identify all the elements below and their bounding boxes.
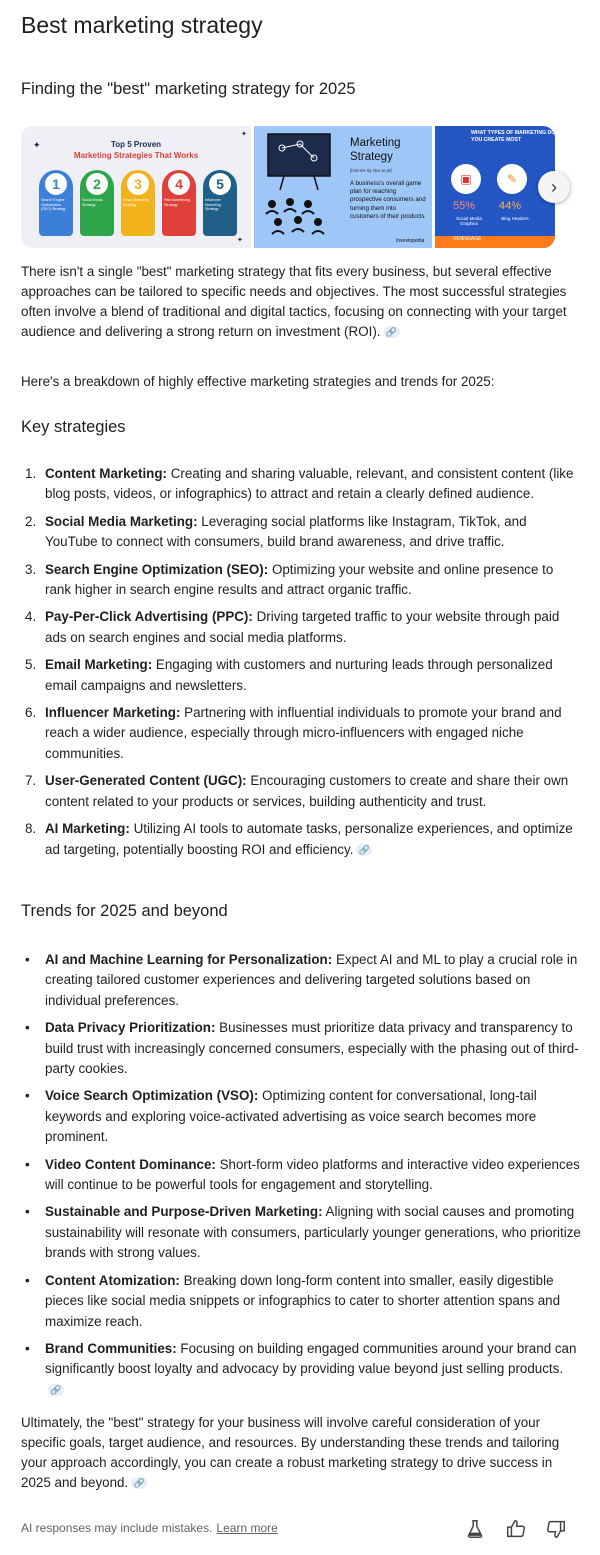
item-title: Influencer Marketing: xyxy=(45,705,181,721)
item-title: Social Media Marketing: xyxy=(45,513,198,529)
list-number: 8. xyxy=(25,821,37,837)
list-item xyxy=(21,771,581,812)
list-item xyxy=(21,464,581,505)
strategy-step xyxy=(80,170,114,236)
item-text: Optimizing content for conversational, long-tail keywords and exploring voice-activated advertising as voice search becomes more prominent. xyxy=(45,1088,537,1145)
list-number: 4. xyxy=(25,609,37,625)
bullet-icon: • xyxy=(25,952,30,967)
list-item xyxy=(21,1202,581,1263)
step-label: Influencer Marketing Strategy xyxy=(205,198,221,212)
key-strategies-list xyxy=(21,464,581,867)
item-text: Aligning with social causes and promoting sustainability will resonate with consumers, particularly younger generations, who prioritize brands with strong values. xyxy=(45,1204,581,1261)
card2-title: Marketing Strategy xyxy=(350,137,401,163)
list-item xyxy=(21,560,581,601)
sparkle-icon: ✦ xyxy=(237,237,243,244)
item-title: User-Generated Content (UGC): xyxy=(45,773,247,789)
link-icon[interactable]: 🔗 xyxy=(356,844,372,856)
strategy-step xyxy=(162,170,196,236)
list-item xyxy=(21,819,581,860)
carousel-image-top5-strategies[interactable] xyxy=(21,126,251,248)
bullet-icon: • xyxy=(25,1204,30,1220)
bullet-icon: • xyxy=(25,1340,30,1356)
list-item xyxy=(21,512,581,553)
step-number: 2 xyxy=(86,173,108,195)
carousel-image-venngage[interactable] xyxy=(435,126,555,248)
strategy-step xyxy=(203,170,237,236)
link-icon[interactable]: 🔗 xyxy=(131,1477,147,1489)
card3-header: WHAT TYPES OF MARKETING DO YOU CREATE MOST xyxy=(471,130,555,143)
item-title: Brand Communities: xyxy=(45,1340,177,1356)
item-text: Encouraging customers to create and share their own content related to your products or services, building authenticity and trust. xyxy=(45,773,569,809)
item-title: Email Marketing: xyxy=(45,657,153,673)
whiteboard-illustration xyxy=(254,126,346,248)
item-title: AI Marketing: xyxy=(45,821,130,837)
carousel-image-investopedia[interactable] xyxy=(254,126,432,248)
item-title: Search Engine Optimization (SEO): xyxy=(45,561,269,577)
chevron-right-icon: › xyxy=(551,176,557,197)
sparkle-icon: ✦ xyxy=(33,140,41,150)
card3-brand: VENNGAGE xyxy=(453,236,482,242)
item-text: Utilizing AI tools to automate tasks, personalize experiences, and optimize ad targeting, potentially boosting ROI and efficiency. xyxy=(45,821,573,857)
list-item xyxy=(21,1155,581,1196)
item-text: Businesses must prioritize data privacy and transparency to build trust with increasingly concerned consumers, especially with the phasing out of third-party cookies. xyxy=(45,1020,579,1077)
list-number: 5. xyxy=(25,657,37,673)
step-label: Search Engine Optimization (SEO) Strategy xyxy=(41,198,66,212)
card1-title-line1: Top 5 Proven xyxy=(110,140,162,149)
list-item xyxy=(21,950,581,1011)
thumbs-down-icon[interactable] xyxy=(545,1518,567,1540)
conclusion-text: Ultimately, the "best" strategy for your business will involve careful consideration of your specific goals, target audience, and resources. By understanding these trends and tailoring your approach accordingly, you can create a robust marketing strategy to drive success in 2025 and beyond. xyxy=(21,1415,560,1490)
graphics-badge-icon: ▣ xyxy=(451,164,481,194)
list-number: 7. xyxy=(25,773,37,789)
list-item xyxy=(21,1339,581,1400)
learn-more-link[interactable]: Learn more xyxy=(216,1521,278,1535)
item-title: Video Content Dominance: xyxy=(45,1156,216,1172)
item-text: Breaking down long-form content into smaller, easily digestible pieces like social media snippets or infographics to cater to shorter attention spans and maximize reach. xyxy=(45,1272,561,1329)
overview-subtitle: Finding the "best" marketing strategy for 2025 xyxy=(21,80,356,98)
bullet-icon: • xyxy=(25,1020,30,1036)
step-label: Social Media Strategy xyxy=(82,198,103,207)
item-text: Expect AI and ML to play a crucial role in creating tailored customer experiences and delivering targeted solutions based on individual preferences. xyxy=(45,952,578,1008)
list-item xyxy=(21,1018,581,1079)
step-number: 5 xyxy=(209,173,231,195)
image-carousel xyxy=(21,126,571,248)
bullet-icon: • xyxy=(25,1088,30,1104)
step-number: 4 xyxy=(168,173,190,195)
blog-badge-icon: ✎ xyxy=(497,164,527,194)
item-title: Data Privacy Prioritization: xyxy=(45,1020,216,1036)
link-icon[interactable]: 🔗 xyxy=(48,1384,64,1396)
item-title: Content Marketing: xyxy=(45,466,167,481)
footer-disclaimer xyxy=(21,1521,278,1535)
item-text: Engaging with customers and nurturing leads through personalized email campaigns and newsletters. xyxy=(45,657,553,693)
intro2-paragraph: Here's a breakdown of highly effective marketing strategies and trends for 2025: xyxy=(21,374,495,389)
intro-paragraph xyxy=(21,262,576,342)
card2-brand: Investopedia xyxy=(396,238,425,244)
conclusion-paragraph xyxy=(21,1413,576,1493)
flask-icon[interactable] xyxy=(464,1518,486,1540)
link-icon[interactable]: 🔗 xyxy=(384,326,400,338)
strategy-step xyxy=(39,170,73,236)
list-item xyxy=(21,607,581,648)
card3-stat2: 44% xyxy=(499,200,522,212)
page-title: Best marketing strategy xyxy=(21,12,263,38)
item-title: Voice Search Optimization (VSO): xyxy=(45,1088,259,1104)
list-number: 6. xyxy=(25,705,37,721)
item-text: Leveraging social platforms like Instagram, TikTok, and YouTube to connect with consumers, build brand awareness, and drive traffic. xyxy=(45,513,527,550)
sparkle-icon: ✦ xyxy=(241,131,247,138)
strategy-step xyxy=(121,170,155,236)
list-number: 1. xyxy=(25,466,37,481)
item-title: Pay-Per-Click Advertising (PPC): xyxy=(45,609,253,625)
card2-phonetic: [mär-ke-tiŋ stra-te-jē] xyxy=(350,168,392,173)
item-title: AI and Machine Learning for Personalization: xyxy=(45,952,333,967)
bullet-icon: • xyxy=(25,1156,30,1172)
carousel-next-button[interactable] xyxy=(538,171,570,203)
item-text: Focusing on building engaged communities around your brand can significantly boost loyalty and advocacy by providing value beyond just selling products. xyxy=(45,1340,577,1377)
card2-definition: A business's overall game plan for reaching prospective consumers and turning them into customers of their products xyxy=(350,180,426,220)
bullet-icon: • xyxy=(25,1272,30,1288)
card1-title-line2: Marketing Strategies That Works xyxy=(73,151,199,160)
trends-heading: Trends for 2025 and beyond xyxy=(21,902,228,920)
list-number: 2. xyxy=(25,513,37,529)
strategy-steps xyxy=(39,170,239,240)
item-text: Short-form video platforms and interactive video experiences will continue to be powerful tools for engagement and storytelling. xyxy=(45,1156,580,1193)
step-number: 3 xyxy=(127,173,149,195)
key-strategies-heading: Key strategies xyxy=(21,418,126,436)
card3-stat2-label: Blog Headers xyxy=(501,216,529,221)
list-item xyxy=(21,655,581,696)
item-text: Creating and sharing valuable, relevant, and consistent content (like blog posts, videos, or infographics) to attract and retain a clearly defined audience. xyxy=(45,466,574,502)
intro-text: There isn't a single "best" marketing strategy that fits every business, but several effective approaches can be tailored to specific needs and objectives. The most successful strategies often involve a blend of traditional and digital tactics, focusing on connecting with your target audience and delivering a strong return on investment (ROI). xyxy=(21,264,567,339)
thumbs-up-icon[interactable] xyxy=(505,1518,527,1540)
disclaimer-text: AI responses may include mistakes. xyxy=(21,1521,213,1535)
step-number: 1 xyxy=(45,173,67,195)
list-item xyxy=(21,703,581,764)
list-item xyxy=(21,1271,581,1332)
card3-stat1: 55% xyxy=(453,200,476,212)
item-title: Content Atomization: xyxy=(45,1272,180,1288)
list-item xyxy=(21,1086,581,1147)
item-title: Sustainable and Purpose-Driven Marketing: xyxy=(45,1204,323,1220)
trends-list xyxy=(21,950,581,1407)
step-label: Email Marketing Strategy xyxy=(123,198,149,207)
item-text: Partnering with influential individuals to promote your brand and reach a wider audience, especially through micro-influencers with engaged niche communities. xyxy=(45,705,562,761)
item-text: Driving targeted traffic to your website through paid ads on search engines and social media platforms. xyxy=(45,609,560,645)
step-label: Paid Advertising Strategy xyxy=(164,198,190,207)
list-number: 3. xyxy=(25,561,37,577)
item-text: Optimizing your website and online presence to rank higher in search engine results and attract organic traffic. xyxy=(45,561,554,598)
card3-stat1-label: Social Media Graphics xyxy=(456,216,482,226)
